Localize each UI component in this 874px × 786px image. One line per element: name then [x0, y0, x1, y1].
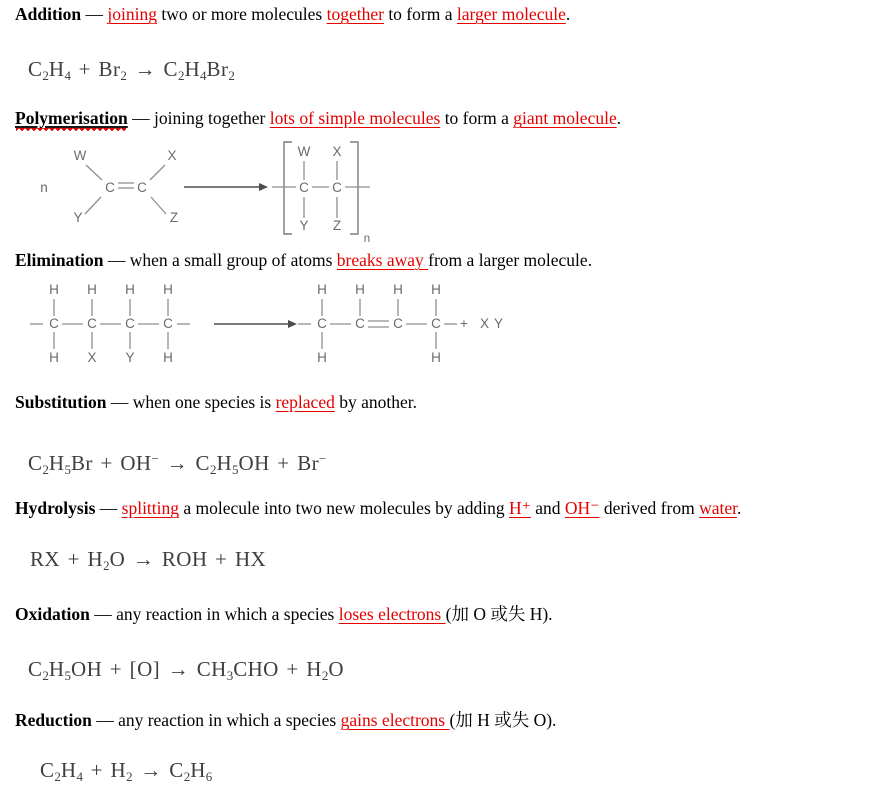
text-segment: H: [48, 451, 65, 475]
diagram-polymerisation: [34, 130, 374, 245]
text-segment: 5: [232, 462, 239, 477]
text-segment: C: [28, 451, 43, 475]
text-segment: 2: [183, 769, 191, 784]
equation-addition: [28, 56, 235, 89]
text-segment: H⁺: [509, 498, 531, 518]
text-segment: — any reaction in which a species: [89, 604, 339, 624]
text-segment: splitting: [121, 498, 180, 518]
text-segment: two or more molecules: [156, 4, 327, 24]
text-segment: 5: [64, 668, 71, 683]
text-segment: OH + [O] → CH: [71, 657, 227, 681]
reaction-arrow: [214, 320, 297, 328]
definition-addition: [15, 3, 570, 26]
text-segment: OH + Br: [238, 451, 319, 475]
text-segment: + Br: [71, 57, 121, 81]
text-segment: by another.: [334, 392, 417, 412]
text-segment: and: [530, 498, 565, 518]
text-segment: .: [736, 498, 742, 518]
text-segment: —: [95, 498, 122, 518]
text-segment: O → ROH + HX: [109, 547, 267, 571]
monomer-w-label: W: [73, 148, 87, 163]
repeat-carbon-label: C: [299, 180, 309, 195]
text-segment: 2: [126, 769, 133, 784]
text-segment: 2: [228, 68, 235, 83]
text-segment: → C: [132, 758, 184, 782]
text-segment: H: [48, 657, 65, 681]
text-segment: 5: [64, 462, 71, 477]
text-segment: 4: [64, 68, 71, 83]
text-segment: RX + H: [30, 547, 104, 571]
product-carbon-label: C: [355, 316, 365, 331]
text-segment: (加 H 或失 O).: [449, 710, 557, 730]
product-carbon-label: C: [431, 316, 441, 331]
text-segment: 2: [120, 68, 127, 83]
text-segment: joining: [107, 4, 157, 24]
equation-oxidation: [28, 656, 344, 689]
product-top-h-label: H: [431, 282, 441, 297]
monomer-carbon-label: C: [105, 180, 115, 195]
text-segment: 2: [42, 668, 49, 683]
text-segment: O: [328, 657, 344, 681]
text-segment: H: [60, 758, 77, 782]
text-segment: Br + OH: [71, 451, 152, 475]
text-segment: to form a: [383, 4, 457, 24]
repeat-z-label: Z: [332, 218, 342, 233]
reactant-top-h-label: H: [87, 282, 97, 297]
text-segment: replaced: [275, 392, 335, 412]
text-segment: H: [184, 57, 201, 81]
text-segment: derived from: [599, 498, 700, 518]
monomer-z-label: Z: [169, 210, 179, 225]
text-segment: 2: [42, 462, 49, 477]
text-segment: Oxidation: [15, 604, 90, 624]
text-segment: —: [81, 4, 108, 24]
definition-reduction: [15, 709, 556, 732]
text-segment: CHO + H: [233, 657, 322, 681]
text-segment: from a larger molecule.: [428, 250, 593, 270]
reactant-carbon-label: C: [125, 316, 135, 331]
poly-coefficient-label: n: [40, 180, 48, 195]
text-segment: H: [216, 451, 233, 475]
reactant-carbon-label: C: [49, 316, 59, 331]
repeat-subscript-n: n: [363, 233, 371, 245]
monomer-carbon-label: C: [137, 180, 147, 195]
text-segment: 2: [209, 462, 217, 477]
definition-polymerisation: [15, 107, 621, 130]
text-segment: Reduction: [15, 710, 92, 730]
text-segment: Hydrolysis: [15, 498, 96, 518]
product-top-h-label: H: [317, 282, 327, 297]
monomer-y-label: Y: [73, 210, 83, 225]
text-segment: H: [48, 57, 65, 81]
text-segment: together: [326, 4, 384, 24]
definition-oxidation: [15, 603, 553, 626]
text-segment: Substitution: [15, 392, 107, 412]
text-segment: 2: [42, 68, 49, 83]
product-carbon-label: C: [393, 316, 403, 331]
reactant-top-h-label: H: [125, 282, 135, 297]
text-segment: — when a small group of atoms: [103, 250, 337, 270]
repeat-w-label: W: [297, 144, 311, 159]
text-segment: + H: [83, 758, 127, 782]
text-segment: C: [28, 57, 43, 81]
text-segment: −: [151, 451, 159, 466]
product-top-h-label: H: [393, 282, 403, 297]
text-segment: 3: [226, 668, 234, 683]
text-segment: lots of simple molecules: [269, 108, 441, 128]
product-top-h-label: H: [355, 282, 365, 297]
text-segment: → C: [158, 451, 210, 475]
text-segment: H: [190, 758, 206, 782]
text-segment: OH⁻: [564, 498, 600, 518]
repeat-unit-brackets: [284, 142, 358, 234]
monomer-x-label: X: [167, 148, 177, 163]
text-segment: — when one species is: [106, 392, 276, 412]
equation-hydrolysis: [30, 546, 266, 579]
repeat-y-label: Y: [299, 218, 309, 233]
product-bottom-h-label: H: [317, 350, 327, 365]
text-segment: — joining together: [127, 108, 270, 128]
text-segment: gains electrons: [340, 710, 450, 730]
reactant-top-h-label: H: [163, 282, 173, 297]
text-segment: 2: [177, 68, 185, 83]
equation-substitution: [28, 446, 326, 483]
text-segment: → C: [126, 57, 178, 81]
text-segment: Polymerisation: [15, 108, 128, 128]
monomer-bond-lines: [85, 165, 166, 214]
text-segment: Br: [206, 57, 229, 81]
reactant-carbon-label: C: [163, 316, 173, 331]
text-segment: .: [565, 4, 571, 24]
text-segment: 4: [76, 769, 83, 784]
text-segment: 2: [321, 668, 329, 683]
definition-hydrolysis: [15, 497, 741, 520]
repeat-carbon-label: C: [332, 180, 342, 195]
text-segment: — any reaction in which a species: [91, 710, 341, 730]
text-segment: (加 O 或失 H).: [445, 604, 553, 624]
text-segment: −: [319, 451, 327, 466]
text-segment: 6: [205, 769, 213, 784]
equation-reduction: [40, 757, 212, 786]
reactant-top-h-label: H: [49, 282, 59, 297]
text-segment: .: [616, 108, 622, 128]
text-segment: 2: [103, 558, 110, 573]
leaving-group-label: XY: [480, 316, 509, 331]
text-segment: 4: [200, 68, 207, 83]
text-segment: Elimination: [15, 250, 104, 270]
text-segment: larger molecule: [456, 4, 566, 24]
definition-elimination: [15, 249, 592, 272]
text-segment: 2: [54, 769, 61, 784]
text-segment: water: [699, 498, 737, 518]
text-segment: Addition: [15, 4, 82, 24]
diagram-elimination: [22, 278, 512, 368]
text-segment: loses electrons: [338, 604, 446, 624]
text-segment: a molecule into two new molecules by adding: [179, 498, 510, 518]
text-segment: giant molecule: [513, 108, 617, 128]
reaction-arrow: [184, 183, 268, 191]
definition-substitution: [15, 391, 417, 414]
reactant-bottom-h-label: H: [49, 350, 59, 365]
product-carbon-label: C: [317, 316, 327, 331]
reactant-bottom-x-label: X: [87, 350, 97, 365]
text-segment: C: [28, 657, 43, 681]
reactant-bottom-y-label: Y: [125, 350, 135, 365]
text-segment: breaks away: [336, 250, 429, 270]
text-segment: to form a: [440, 108, 514, 128]
reactant-bottom-h-label: H: [163, 350, 173, 365]
repeat-unit-bond-lines: [272, 161, 370, 218]
text-segment: C: [40, 758, 55, 782]
product-bottom-h-label: H: [431, 350, 441, 365]
repeat-x-label: X: [332, 144, 342, 159]
plus-sign: +: [460, 316, 468, 331]
reactant-carbon-label: C: [87, 316, 97, 331]
